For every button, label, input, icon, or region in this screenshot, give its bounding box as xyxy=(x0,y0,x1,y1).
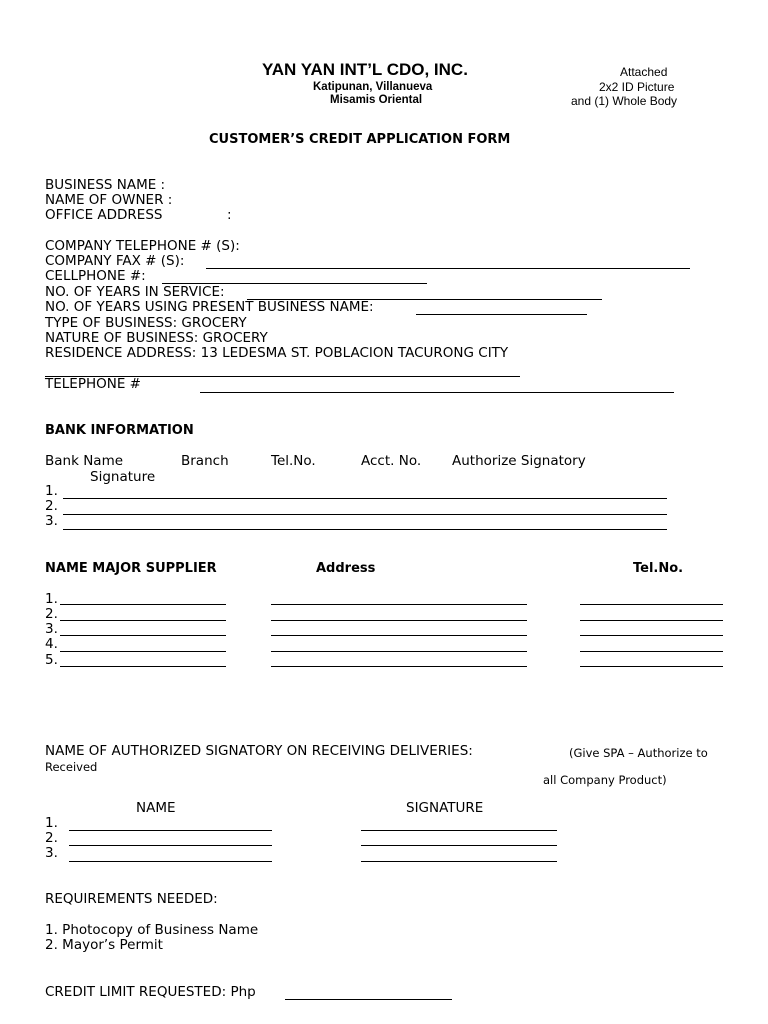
years-service-label: NO. OF YEARS IN SERVICE: xyxy=(45,284,225,300)
supplier-row-4-address-line xyxy=(271,651,527,652)
bank-row-1: 1. xyxy=(45,483,58,499)
signatory-row-2-name-line xyxy=(69,845,272,846)
requirement-item-2: 2. Mayor’s Permit xyxy=(45,937,163,953)
supplier-row-3-address-line xyxy=(271,635,527,636)
cellphone-label: CELLPHONE #: xyxy=(45,268,146,284)
supplier-row-4-name-line xyxy=(60,651,226,652)
fax-label: COMPANY FAX # (S): xyxy=(45,253,185,269)
signatory-heading: NAME OF AUTHORIZED SIGNATORY ON RECEIVING DELIVERIES: xyxy=(45,743,473,759)
bank-heading: BANK INFORMATION xyxy=(45,423,194,438)
supplier-col-address: Address xyxy=(316,561,376,576)
supplier-row-3-tel-line xyxy=(580,635,723,636)
years-name-line xyxy=(416,314,587,315)
signatory-row-2: 2. xyxy=(45,830,58,846)
bank-col-name: Bank Name xyxy=(45,453,124,469)
fax-line xyxy=(206,268,690,269)
bank-col-branch: Branch xyxy=(181,453,229,469)
owner-label: NAME OF OWNER : xyxy=(45,192,173,208)
requirement-item-1: 1. Photocopy of Business Name xyxy=(45,922,259,938)
supplier-row-4-tel-line xyxy=(580,651,723,652)
attach-note-line1: Attached xyxy=(620,65,668,79)
bank-col-signature: Signature xyxy=(90,469,156,485)
supplier-row-3-name-line xyxy=(60,635,226,636)
business-name-label: BUSINESS NAME : xyxy=(45,177,166,193)
requirements-heading: REQUIREMENTS NEEDED: xyxy=(45,891,218,907)
signatory-row-3: 3. xyxy=(45,845,58,861)
office-address-colon: : xyxy=(227,207,232,223)
signatory-col-signature: SIGNATURE xyxy=(406,800,484,816)
bank-row-2: 2. xyxy=(45,498,58,514)
signatory-row-1-name-line xyxy=(69,830,272,831)
credit-limit-label: CREDIT LIMIT REQUESTED: Php xyxy=(45,984,256,1000)
supplier-row-5-name-line xyxy=(60,666,226,667)
signatory-row-3-name-line xyxy=(69,861,272,862)
bank-col-tel: Tel.No. xyxy=(271,453,316,469)
supplier-row-5-tel-line xyxy=(580,666,723,667)
res-telephone-line xyxy=(200,392,674,393)
signatory-row-1: 1. xyxy=(45,815,58,831)
signatory-note-line2: Received xyxy=(45,760,98,774)
company-address-line2: Misamis Oriental xyxy=(330,94,423,106)
bank-row-1-line xyxy=(63,498,667,499)
bank-row-2-line xyxy=(63,514,667,515)
attach-note-line3: and (1) Whole Body xyxy=(571,94,678,108)
res-telephone-label: TELEPHONE # xyxy=(45,376,141,392)
supplier-row-2-address-line xyxy=(271,620,527,621)
residence-address: RESIDENCE ADDRESS: 13 LEDESMA ST. POBLACION TACURONG CITY xyxy=(45,345,509,361)
years-name-label: NO. OF YEARS USING PRESENT BUSINESS NAME: xyxy=(45,299,374,315)
supplier-col-tel: Tel.No. xyxy=(633,561,684,576)
supplier-row-2-tel-line xyxy=(580,620,723,621)
bank-row-3-line xyxy=(63,529,667,530)
bank-col-authorize: Authorize Signatory xyxy=(452,453,586,469)
bank-col-acct: Acct. No. xyxy=(361,453,422,469)
supplier-row-3: 3. xyxy=(45,621,58,637)
telephone-label: COMPANY TELEPHONE # (S): xyxy=(45,238,240,254)
company-address-line1: Katipunan, Villanueva xyxy=(313,81,433,93)
signatory-note-line3: all Company Product) xyxy=(543,773,667,787)
supplier-row-5: 5. xyxy=(45,652,58,668)
form-title: CUSTOMER’S CREDIT APPLICATION FORM xyxy=(209,132,511,147)
office-address-label: OFFICE ADDRESS xyxy=(45,207,163,223)
supplier-row-2: 2. xyxy=(45,606,58,622)
signatory-row-2-sig-line xyxy=(361,845,557,846)
supplier-row-4: 4. xyxy=(45,636,58,652)
company-name: YAN YAN INT’L CDO, INC. xyxy=(262,60,468,79)
signatory-row-1-sig-line xyxy=(361,830,557,831)
supplier-row-1: 1. xyxy=(45,591,58,607)
supplier-row-5-address-line xyxy=(271,666,527,667)
supplier-heading: NAME MAJOR SUPPLIER xyxy=(45,561,217,576)
signatory-row-3-sig-line xyxy=(361,861,557,862)
attach-note-line2: 2x2 ID Picture xyxy=(599,80,675,94)
supplier-row-1-address-line xyxy=(271,604,527,605)
supplier-row-2-name-line xyxy=(60,620,226,621)
bank-row-3: 3. xyxy=(45,513,58,529)
supplier-row-1-tel-line xyxy=(580,604,723,605)
business-nature: NATURE OF BUSINESS: GROCERY xyxy=(45,330,268,346)
credit-limit-line xyxy=(285,999,452,1000)
signatory-note-line1: (Give SPA – Authorize to xyxy=(569,746,708,760)
business-type: TYPE OF BUSINESS: GROCERY xyxy=(45,315,247,331)
supplier-row-1-name-line xyxy=(60,604,226,605)
signatory-col-name: NAME xyxy=(136,800,176,816)
